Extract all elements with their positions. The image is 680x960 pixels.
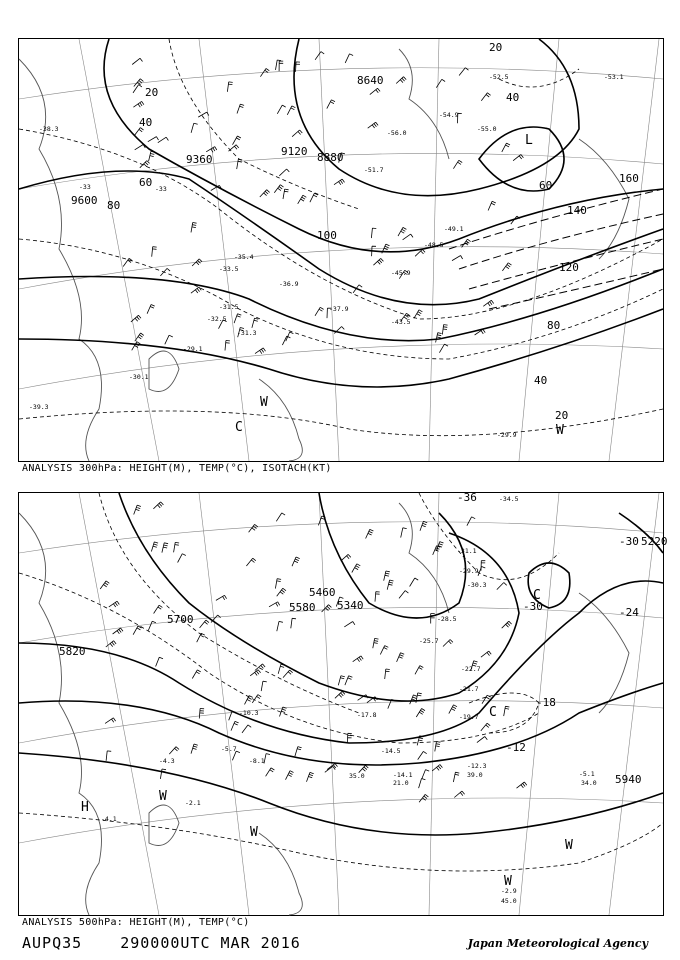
isotach-label: 40 [139, 116, 153, 129]
station-temp: -17.8 [357, 711, 377, 719]
wind-barb [109, 601, 120, 607]
wind-barb [462, 239, 471, 247]
warm-center: W [159, 789, 167, 804]
wind-barb [250, 670, 260, 676]
wind-barb [459, 68, 468, 76]
pressure-centers [81, 588, 573, 889]
wind-barb [344, 622, 355, 627]
height-label: 9360 [186, 153, 213, 166]
wind-barb [113, 628, 123, 634]
station-temp: -35.4 [234, 253, 254, 261]
wind-barb [414, 310, 423, 319]
station-temp: -12.3 [467, 762, 487, 770]
wind-barb [165, 335, 173, 344]
wind-barb [199, 709, 204, 719]
wind-barb [419, 794, 428, 802]
wind-barb [154, 605, 163, 613]
isotach-label: 20 [489, 41, 503, 54]
height-label: 5580 [289, 601, 316, 614]
station-temp: -2.9 [501, 887, 517, 895]
wind-barb [169, 747, 179, 754]
wind-barb [260, 190, 270, 197]
wind-barb [418, 751, 427, 759]
wind-barb [419, 779, 426, 789]
chart-identifier [22, 934, 329, 952]
wind-barb [502, 263, 511, 271]
station-temp: -30.3 [467, 581, 487, 589]
station-temp: 35.0 [349, 772, 365, 780]
station-temp: -43.5 [391, 318, 411, 326]
station-temp: -31.5 [219, 303, 239, 311]
isotach-label: 20 [145, 86, 159, 99]
wind-barb [295, 747, 302, 757]
wind-barb [132, 342, 141, 351]
station-temp: -55.0 [477, 125, 497, 133]
wind-barb [477, 737, 487, 743]
wind-barb [132, 58, 142, 64]
wind-barb [345, 676, 353, 685]
isotach-label: 80 [107, 199, 121, 212]
station-temp: -29.9 [459, 567, 479, 575]
wind-barb [341, 554, 351, 561]
station-temp: -52.5 [489, 73, 509, 81]
wind-barb [133, 101, 144, 107]
wind-barb [338, 676, 345, 686]
wind-barb [399, 591, 408, 599]
wind-barb [502, 621, 512, 628]
wind-barb [380, 646, 388, 655]
high-center: H [81, 800, 89, 815]
wind-barb [433, 546, 441, 555]
wind-barb [310, 193, 318, 202]
wind-barb [216, 595, 227, 600]
station-temp: -4.1 [101, 815, 117, 823]
height-label: 5700 [167, 613, 194, 626]
wind-barb [373, 638, 379, 648]
wind-barb [237, 104, 244, 113]
wind-barb [373, 258, 383, 265]
station-temp: -5.1 [579, 770, 595, 778]
agency-name: Japan Meteorological Agency [467, 937, 648, 950]
wind-barb [291, 618, 296, 628]
station-temp: -34.5 [499, 495, 519, 503]
wind-barb [353, 656, 364, 662]
wind-barb [335, 691, 345, 698]
station-temp: -29.1 [183, 345, 203, 353]
wind-barb [135, 145, 146, 150]
wind-barb [255, 664, 265, 671]
isotach-label: 20 [555, 409, 569, 422]
upper-air-chart-300hpa [18, 38, 664, 462]
graticule [19, 39, 663, 461]
wind-barb [158, 137, 169, 143]
wind-barb [100, 581, 109, 589]
station-temp: -14.5 [381, 747, 401, 755]
wind-barb [513, 155, 523, 161]
wind-barb [148, 621, 156, 630]
height-label: 8880 [317, 151, 344, 164]
wind-barb [481, 93, 490, 101]
wind-barb [481, 723, 490, 731]
height-label: 5220 [641, 535, 668, 548]
station-temp: -14.1 [393, 771, 413, 779]
height-label: 5340 [337, 599, 364, 612]
height-label: 5940 [615, 773, 642, 786]
wind-barb [415, 666, 423, 675]
station-temp: -22.7 [461, 665, 481, 673]
height-label: 9120 [281, 145, 308, 158]
isotach-labels [107, 41, 639, 422]
wind-barb [307, 772, 314, 781]
wind-barb [352, 564, 361, 573]
wind-barb [105, 718, 116, 724]
wind-barb [384, 571, 390, 581]
low-center: L [525, 133, 533, 148]
height-label: 5460 [309, 586, 336, 599]
wind-barb [197, 633, 205, 642]
wind-barb [334, 179, 345, 185]
wind-barb [387, 580, 393, 590]
station-temp: -29.9 [497, 431, 517, 439]
station-temp: 45.0 [501, 897, 517, 905]
wind-barb [370, 88, 380, 94]
wind-barb [123, 258, 132, 266]
wind-barb [149, 151, 155, 161]
station-temp: -31.3 [237, 329, 257, 337]
wind-barb [279, 61, 283, 71]
wind-barb [135, 333, 144, 341]
isotherm-label: -24 [619, 606, 639, 619]
station-temp: -39.3 [29, 403, 49, 411]
station-temp: -33 [155, 185, 167, 193]
station-temp: -37.9 [329, 305, 349, 313]
wind-barb [174, 542, 180, 552]
isotach-label: 160 [619, 172, 639, 185]
wind-barb [396, 77, 406, 84]
wind-barb [286, 771, 294, 780]
wind-barb [147, 305, 155, 314]
wind-barb [410, 578, 419, 587]
wind-barb [283, 189, 289, 199]
height-label: 5820 [59, 645, 86, 658]
warm-center: W [504, 874, 512, 889]
station-temp: -31.1 [457, 547, 477, 555]
wind-barb [279, 169, 289, 176]
station-temp: -4.3 [159, 757, 175, 765]
wind-barb [152, 247, 157, 257]
station-temp: -49.1 [444, 225, 464, 233]
wind-barb [277, 621, 283, 631]
wind-barb [252, 318, 258, 328]
wind-barb [454, 791, 464, 797]
wind-barb [397, 653, 405, 662]
map-500hpa [19, 491, 668, 915]
isotach-label: 120 [559, 261, 579, 274]
wind-barb [245, 696, 253, 705]
station-temp: 39.0 [467, 771, 483, 779]
upper-chart-caption: ANALYSIS 300hPa: HEIGHT(M), TEMP(°C), ISOTACH(KT) [22, 463, 332, 474]
wind-barb [435, 742, 441, 752]
wind-barb [517, 782, 527, 788]
wind-barb [160, 268, 170, 276]
wind-barb [366, 529, 374, 538]
wind-barb [292, 557, 300, 566]
wind-barb [276, 513, 285, 521]
wind-barb [131, 315, 141, 322]
isotach-label: 40 [534, 374, 548, 387]
wind-barb [277, 588, 286, 596]
isotach-label: 80 [547, 319, 561, 332]
wind-barb [246, 558, 255, 566]
wind-barb [275, 579, 281, 589]
station-temp: -38.3 [39, 125, 59, 133]
station-temp: -28.5 [437, 615, 457, 623]
wind-barb [292, 130, 302, 137]
station-temp: -10.3 [239, 709, 259, 717]
wind-barb [233, 136, 241, 145]
isotach-label: 140 [567, 204, 587, 217]
wind-barb [502, 143, 510, 152]
wind-barb [255, 348, 266, 354]
wind-barb [482, 695, 491, 704]
station-temp: -33 [79, 183, 91, 191]
wind-barb [133, 626, 141, 635]
wind-barb [134, 79, 144, 87]
cold-center: C [235, 420, 243, 435]
station-temp: -56.0 [387, 129, 407, 137]
wind-barb [481, 651, 491, 657]
wind-barb [191, 223, 197, 233]
wind-barb [371, 228, 376, 238]
wind-barb [478, 567, 485, 576]
warm-center: W [250, 825, 258, 840]
station-temp: -2.1 [185, 799, 201, 807]
isotherm-label: -30 [523, 600, 543, 613]
wind-barb [192, 670, 200, 679]
station-temp: 21.0 [393, 779, 409, 787]
wind-barb [488, 201, 496, 210]
wind-barb [453, 772, 459, 782]
station-temp: -53.1 [604, 73, 624, 81]
height-contour-labels [71, 74, 384, 207]
warm-center: W [556, 423, 564, 438]
station-temp: -21.7 [459, 685, 479, 693]
wind-barb [266, 768, 275, 776]
wind-barb [443, 640, 453, 647]
station-temp: -51.7 [364, 166, 384, 174]
wind-barb [148, 137, 159, 142]
wind-barb [277, 105, 285, 114]
station-temp: -25.7 [419, 637, 439, 645]
wind-barb [252, 695, 261, 703]
station-temp: -48.5 [424, 241, 444, 249]
isotach-label: 60 [539, 179, 553, 192]
isotherm-label: -30 [619, 535, 639, 548]
isotach-label: 100 [317, 229, 337, 242]
wind-barb [160, 769, 166, 779]
wind-barb [106, 751, 111, 761]
warm-center: W [565, 838, 573, 853]
wind-barb [156, 657, 163, 666]
valid-time: 290000UTC MAR 2016 [120, 934, 301, 952]
station-temp: -5.7 [221, 745, 237, 753]
wind-barb [467, 517, 475, 526]
station-temp: -33.5 [219, 265, 239, 273]
wind-barb [403, 234, 413, 240]
height-contours [19, 493, 663, 835]
station-temp: -54.9 [439, 111, 459, 119]
wind-barb [436, 333, 442, 343]
station-temp: -45.9 [391, 269, 411, 277]
isotach-label: 40 [506, 91, 520, 104]
wind-barb [439, 344, 448, 353]
height-label: 9600 [71, 194, 98, 207]
wind-barb [452, 256, 463, 261]
wind-barb [442, 325, 447, 335]
isotherm-label: -12 [506, 741, 526, 754]
isotherm-labels [457, 491, 639, 754]
wind-barb [264, 754, 270, 764]
wind-barb [162, 543, 168, 553]
station-temperatures [101, 495, 597, 905]
wind-barb [298, 195, 307, 204]
wind-barb [283, 670, 293, 678]
wind-barb [242, 725, 251, 733]
wind-barb [368, 122, 378, 128]
wind-barb [191, 287, 201, 293]
wind-barb [191, 744, 198, 754]
wind-barb [287, 106, 295, 115]
station-temp: -32.5 [207, 315, 227, 323]
lower-chart-caption: ANALYSIS 500hPa: HEIGHT(M), TEMP(°C) [22, 917, 250, 928]
wind-barb [278, 664, 285, 674]
coastlines [19, 503, 629, 915]
wind-barb [269, 602, 280, 607]
map-300hpa [19, 39, 663, 461]
wind-barb [151, 542, 158, 552]
isotherm-label: -36 [457, 491, 477, 504]
wind-barb [347, 733, 352, 743]
wind-barb [227, 82, 232, 92]
wind-barb [206, 147, 217, 153]
wind-barb [398, 227, 406, 236]
cold-center: C [489, 705, 497, 720]
wind-barb [249, 524, 258, 532]
wind-barb [200, 620, 209, 628]
wind-barb [211, 615, 221, 623]
wind-barb [191, 123, 198, 133]
cold-center: C [533, 588, 541, 603]
station-temp: -19.7 [459, 713, 479, 721]
station-temp: -30.1 [129, 373, 149, 381]
station-temp: -8.1 [249, 757, 265, 765]
wind-barb [432, 765, 442, 771]
wind-barb [134, 505, 141, 514]
wind-barb [178, 554, 186, 563]
wind-barb [153, 502, 163, 509]
wind-barb [401, 528, 407, 538]
isotach-label: 60 [139, 176, 153, 189]
height-contour-labels [59, 535, 668, 786]
wind-barbs [123, 52, 523, 354]
wind-barb [229, 145, 239, 151]
wind-barb [261, 681, 267, 691]
wind-barb [449, 705, 457, 714]
warm-center: W [260, 395, 268, 410]
wind-barb [416, 709, 425, 718]
wind-barb [504, 706, 510, 716]
wind-barb [322, 605, 332, 612]
wind-barb [422, 770, 429, 779]
station-temp: -36.9 [279, 280, 299, 288]
wind-barb [420, 521, 427, 530]
wind-barb [453, 160, 462, 168]
isotherm-label: -18 [536, 696, 556, 709]
wind-barb [483, 300, 493, 306]
height-label: 8640 [357, 74, 384, 87]
wind-barb [234, 314, 241, 323]
wind-barb [375, 592, 380, 602]
wind-barb [274, 185, 283, 193]
chart-code: AUPQ35 [22, 934, 83, 952]
wind-barb [327, 100, 335, 109]
wind-barb [231, 721, 239, 730]
station-temp: 34.0 [581, 779, 597, 787]
wind-barb [385, 669, 390, 679]
wind-barb [345, 54, 353, 63]
wind-barb [237, 159, 243, 169]
wind-barb [497, 583, 507, 590]
wind-barb [481, 561, 485, 571]
wind-barb [315, 307, 324, 316]
wind-barb [225, 341, 230, 351]
upper-air-chart-500hpa [18, 491, 668, 916]
